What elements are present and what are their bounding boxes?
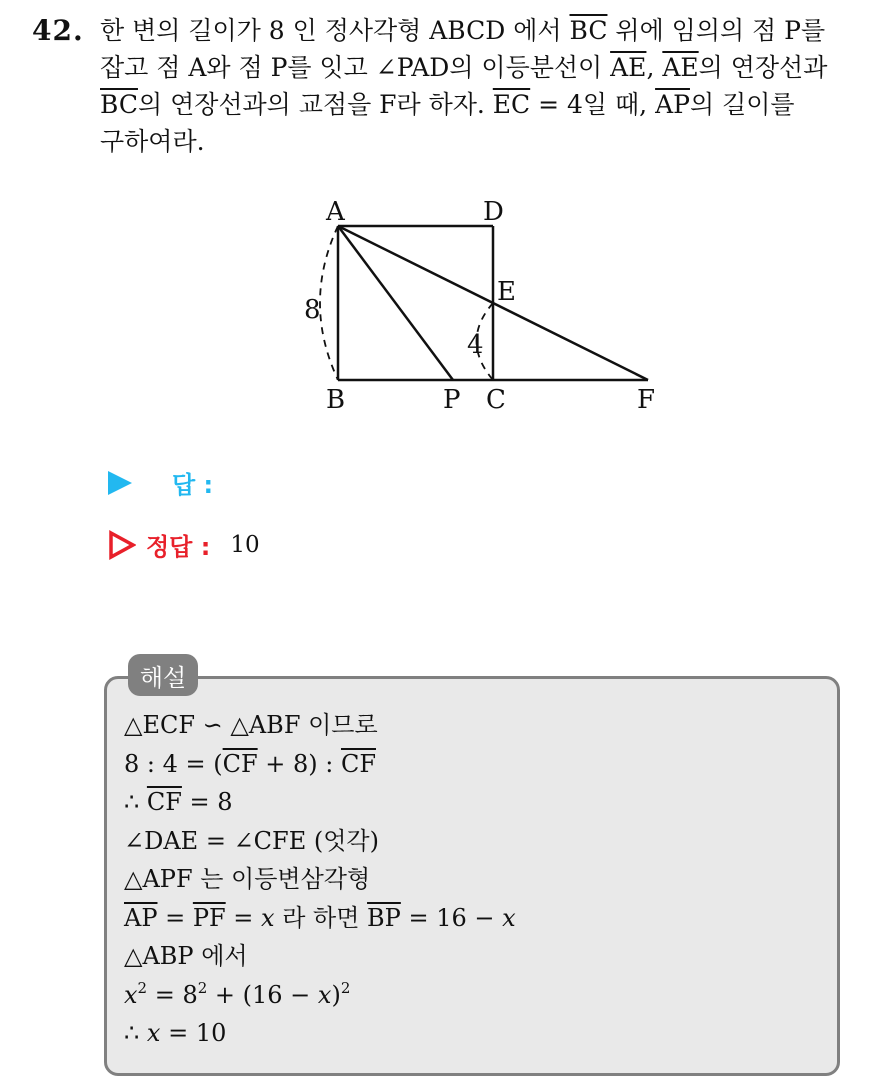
similar-symbol: ∽ <box>202 711 223 739</box>
square-diagram <box>290 190 670 425</box>
question-line-1: 한 변의 길이가 8 인 정사각형 ABCD 에서 $\overline{BC}$ 위에 임의의 점 P를 <box>100 16 826 45</box>
answer-row <box>108 465 213 500</box>
solution-tab: 해설 <box>128 654 198 696</box>
label-f: F <box>637 385 656 415</box>
solution-line-4: ∠DAE = ∠CFE (엇각) <box>124 826 379 855</box>
question-number: 42. <box>32 14 84 47</box>
label-d: D <box>483 197 504 227</box>
solution-lines <box>124 706 516 1053</box>
correct-answer-row <box>108 527 260 562</box>
label-side-8: 8 <box>304 295 321 325</box>
arc-ab <box>320 226 338 380</box>
solution-line-6: $\overline{AP} = \overline{PF} = x$ 라 하면 $\overline{BP} = 16 - x$ <box>124 903 516 932</box>
label-a: A <box>326 197 345 227</box>
segment-pf: $\overline{PF}$ <box>192 903 226 932</box>
segment-bc: $\overline{BC}$ <box>100 90 138 119</box>
label-side-4: 4 <box>467 330 484 360</box>
solution-line-5: △APF 는 이등변삼각형 <box>124 865 371 893</box>
label-p: P <box>443 385 461 415</box>
label-c: C <box>486 385 506 415</box>
geometry-figure <box>290 190 670 425</box>
segment-ap: $\overline{AP}$ <box>655 90 690 119</box>
question-line-3: $\overline{BC}$의 연장선과의 교점을 F라 하자. $\overline{EC} = 4$일 때, $\overline{AP}$의 길이를 <box>100 90 795 119</box>
solution-line-9: ∴ x = 10 <box>124 1019 227 1047</box>
question-line-2: 잡고 점 A와 점 P를 잇고 ∠PAD의 이등분선이 $\overline{AE}$, $\overline{AE}$의 연장선과 <box>100 53 828 82</box>
segment-cf: $\overline{CF}$ <box>222 749 258 778</box>
correct-answer-label: 정답 : <box>146 533 211 561</box>
solution-line-2: 8 : $4 = (\overline{CF} + 8)$ : $\overline{CF}$ <box>124 749 376 778</box>
question-text <box>100 12 862 160</box>
segment-ap <box>338 226 453 380</box>
segment-ae: $\overline{AE}$ <box>610 53 647 82</box>
correct-answer-value: 10 <box>230 531 260 558</box>
label-e: E <box>497 277 516 307</box>
segment-bc: $\overline{BC}$ <box>569 16 608 45</box>
segment-ae: $\overline{AE}$ <box>662 53 699 82</box>
segment-ap: $\overline{AP}$ <box>124 903 158 932</box>
segment-cf: $\overline{CF}$ <box>340 749 376 778</box>
outline-triangle-icon <box>108 530 136 560</box>
segment-ec: $\overline{EC}$ <box>492 90 531 119</box>
solution-line-1: △ECF ∽ △ABF 이므로 <box>124 711 378 739</box>
segment-bp: $\overline{BP}$ <box>367 903 401 932</box>
solution-line-7: △ABP 에서 <box>124 942 248 970</box>
label-b: B <box>326 385 346 415</box>
play-triangle-icon <box>108 471 132 495</box>
question-line-4: 구하여라. <box>100 127 205 156</box>
solution-line-3: ∴ $\overline{CF} = 8$ <box>124 788 233 816</box>
answer-label: 답 : <box>172 471 214 499</box>
segment-cf: $\overline{CF}$ <box>146 788 182 816</box>
solution-line-8: $x^2 = 8^2 + (16 - x)^2$ <box>124 978 351 1009</box>
